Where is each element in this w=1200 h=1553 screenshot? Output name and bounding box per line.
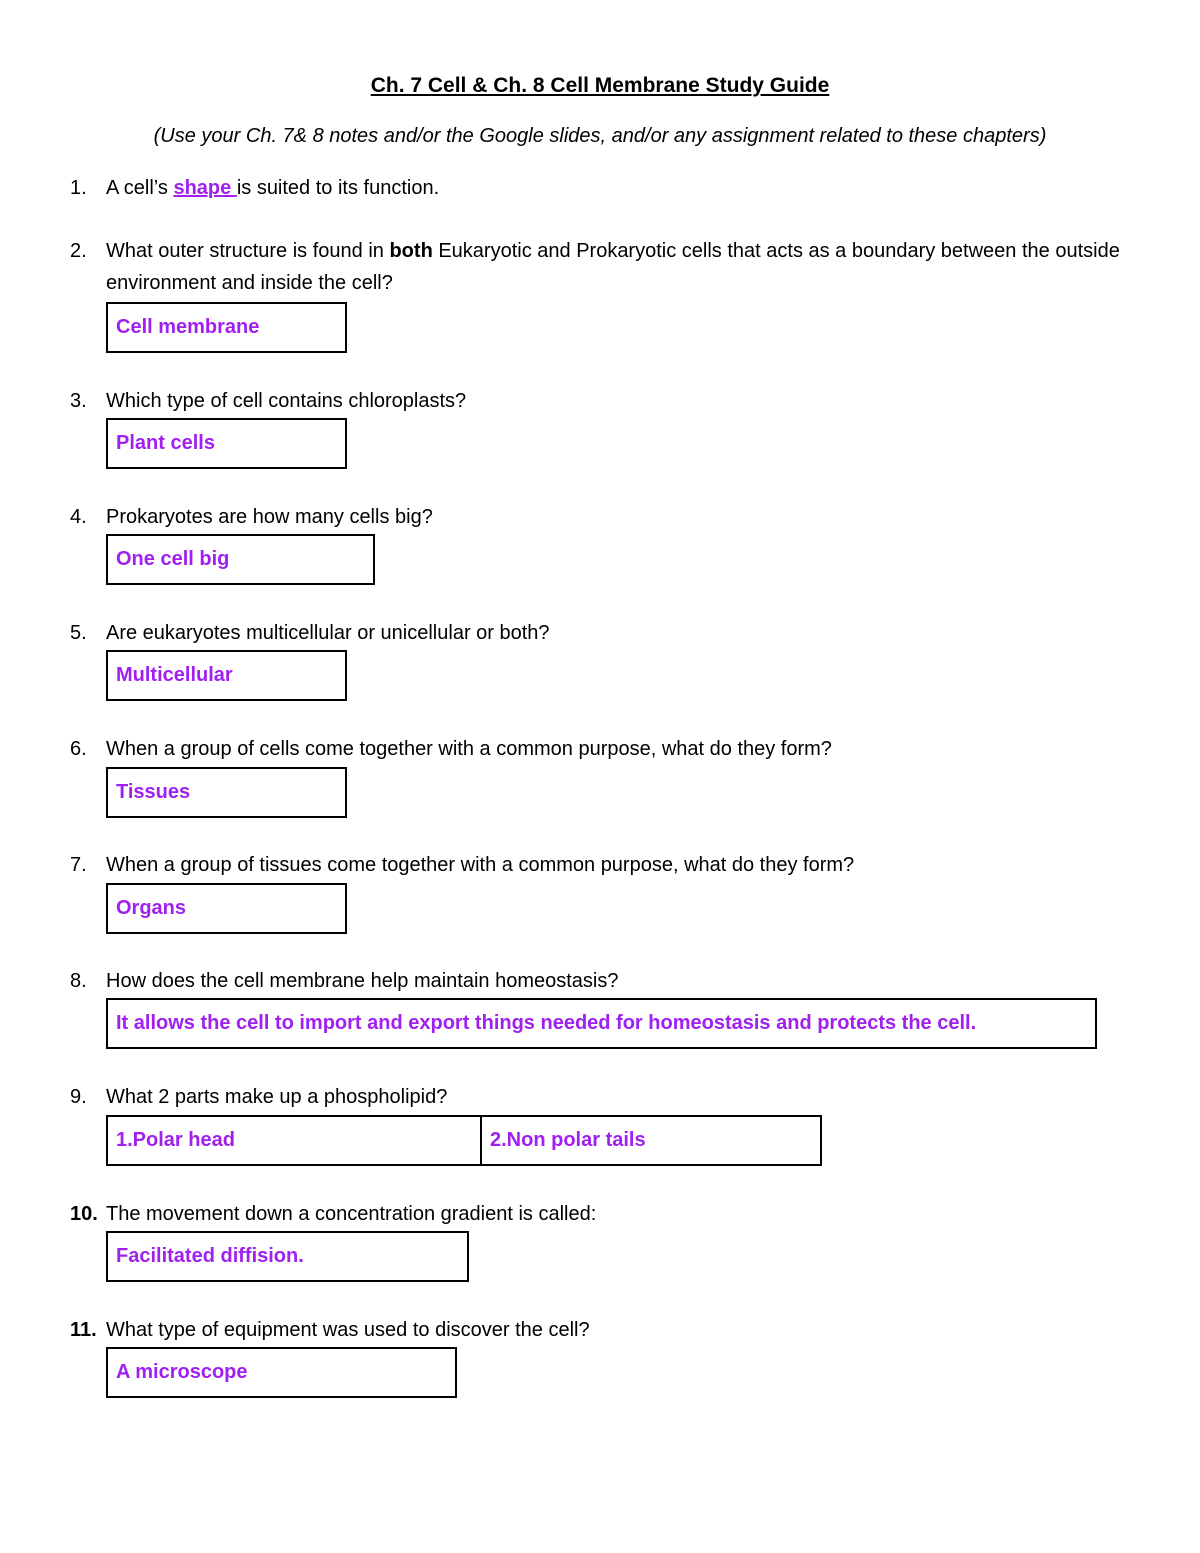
fill-in-blank-answer: shape [173,177,237,199]
answer-box-7[interactable]: Organs [106,883,347,934]
answer-box-3[interactable]: Plant cells [106,418,347,469]
page-subtitle: (Use your Ch. 7& 8 notes and/or the Google slides, and/or any assignment related to these chapters) [153,125,1047,147]
answer-box-2[interactable]: Cell membrane [106,302,347,353]
question-text: How does the cell membrane help maintain homeostasis? [106,970,619,992]
question-text: What type of equipment was used to discover the cell? [106,1319,590,1341]
question-number: 10. [70,1203,98,1225]
question-number: 1. [70,177,87,199]
question-number: 2. [70,240,87,262]
answer-box-9a[interactable]: 1.Polar head [106,1115,480,1166]
question-number: 11. [70,1319,97,1341]
answer-box-9b[interactable]: 2.Non polar tails [480,1115,822,1166]
answer-box-5[interactable]: Multicellular [106,650,347,701]
question-text: Prokaryotes are how many cells big? [106,506,433,528]
question-2 [70,235,1150,299]
question-text: When a group of cells come together with a common purpose, what do they form? [106,738,832,760]
question-9 [70,1081,1150,1113]
question-6 [70,733,1150,765]
page-title: Ch. 7 Cell & Ch. 8 Cell Membrane Study Guide [370,74,830,97]
question-number: 4. [70,506,87,528]
answer-box-4[interactable]: One cell big [106,534,375,585]
question-11 [70,1314,1150,1346]
question-text: What outer structure is found in both Eukaryotic and Prokaryotic cells that acts as a boundary between the outside environment and inside the cell? [106,240,1120,294]
question-8 [70,965,1150,997]
answer-box-6[interactable]: Tissues [106,767,347,818]
question-10 [70,1198,1150,1230]
question-text: What 2 parts make up a phospholipid? [106,1086,448,1108]
question-number: 7. [70,854,87,876]
question-number: 8. [70,970,87,992]
question-text: Which type of cell contains chloroplasts? [106,390,467,412]
question-text: When a group of tissues come together with a common purpose, what do they form? [106,854,855,876]
question-1 [70,172,1150,204]
question-number: 9. [70,1086,87,1108]
answer-box-11[interactable]: A microscope [106,1347,457,1398]
question-text: A cell’s shape is suited to its function. [106,177,440,199]
answer-box-10[interactable]: Facilitated diffision. [106,1231,469,1282]
question-5 [70,617,1150,649]
answer-box-8[interactable]: It allows the cell to import and export things needed for homeostasis and protects the cell. [106,998,1097,1049]
question-4 [70,501,1150,533]
question-text: The movement down a concentration gradient is called: [106,1203,597,1225]
question-number: 5. [70,622,87,644]
question-number: 3. [70,390,87,412]
question-3 [70,385,1150,417]
question-number: 6. [70,738,87,760]
question-7 [70,849,1150,881]
question-text: Are eukaryotes multicellular or unicellular or both? [106,622,550,644]
